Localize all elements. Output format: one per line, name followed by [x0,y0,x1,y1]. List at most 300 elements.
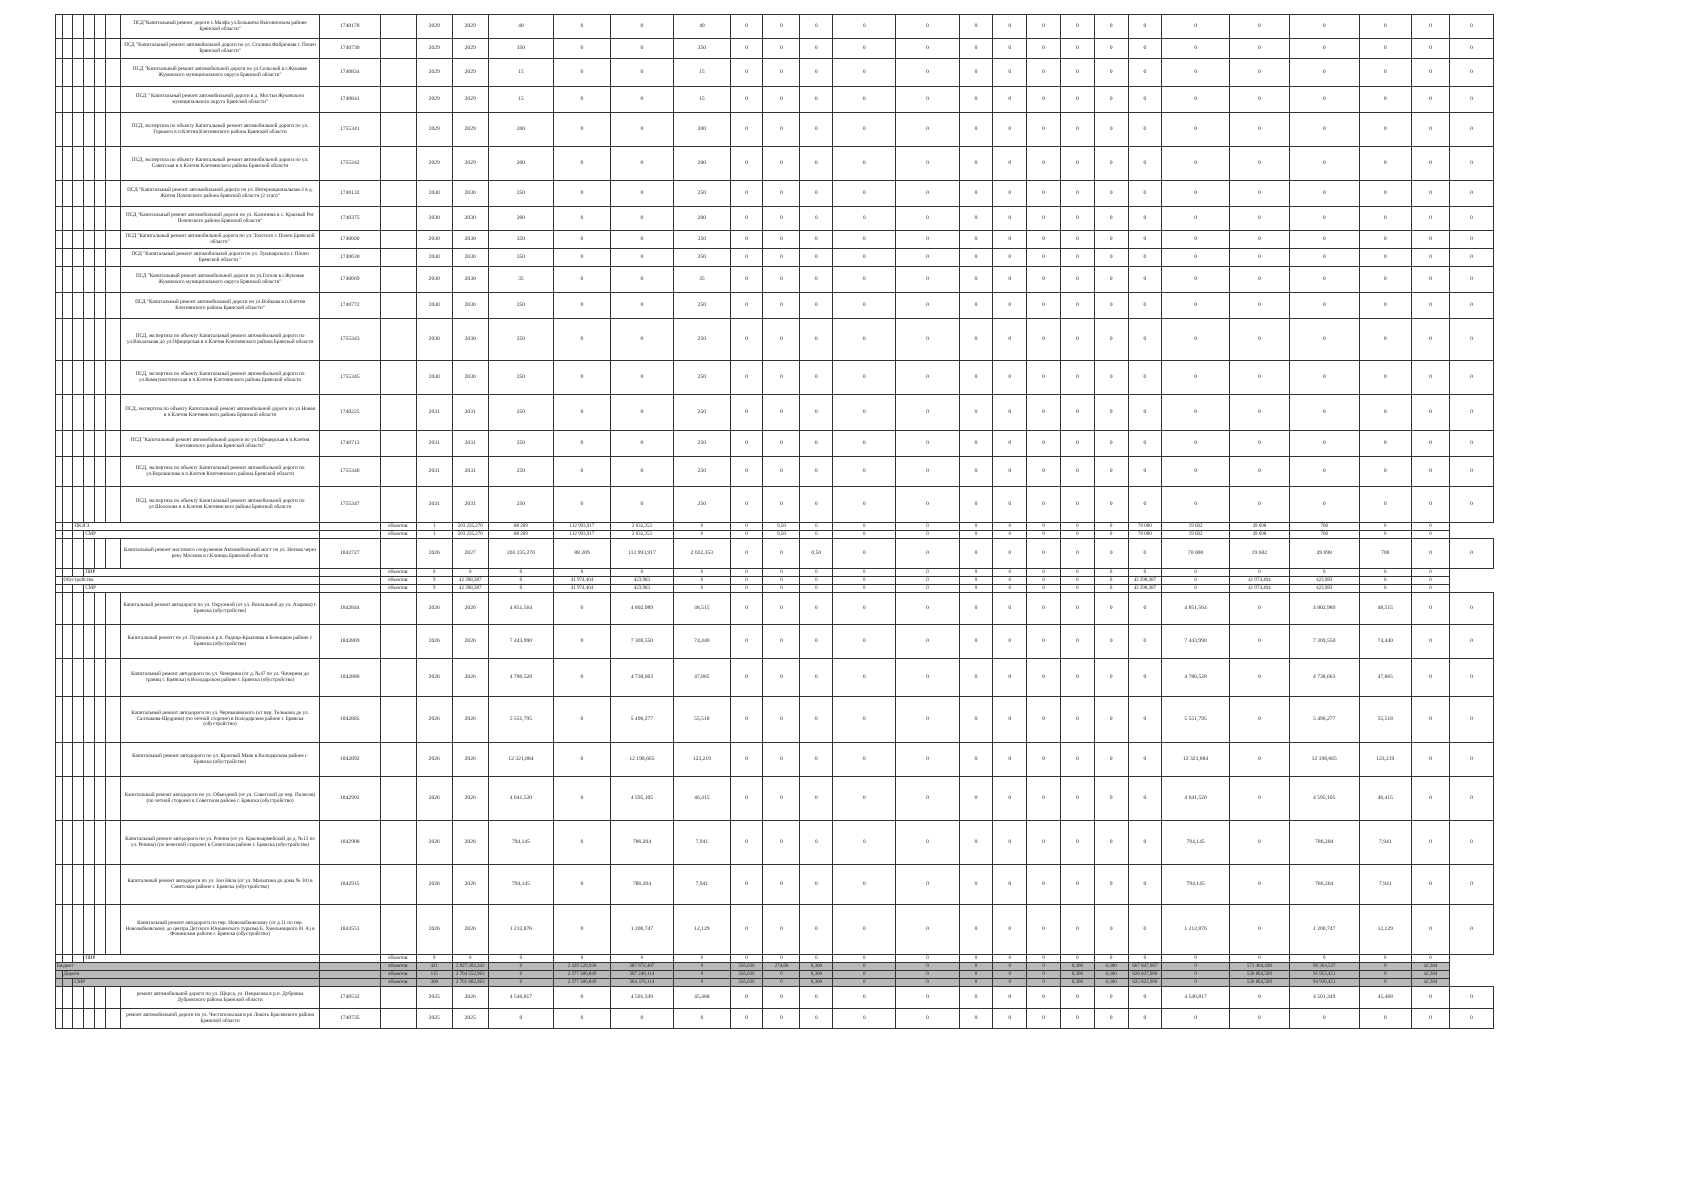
value-cell: 0 [1411,585,1449,593]
value-cell: 0 [896,963,959,971]
total-cell: 350 [488,231,553,249]
value-cell: 0 [1289,487,1359,523]
object-code-cell: 1842885 [319,697,380,743]
value-cell: 0 [1094,431,1128,457]
level-cell [73,267,84,293]
regional-cell: 4 595,105 [610,777,673,821]
value-cell: 0 [959,659,993,697]
level-cell [95,15,106,39]
total-cell: 7 443,990 [488,625,553,659]
value-cell: 786,204 [1289,865,1359,905]
objects-label-cell: объектов: [380,585,416,593]
value-cell: 0 [896,659,959,697]
object-code-cell: 1740132 [319,181,380,207]
value-cell: 0 [763,743,800,777]
regional-cell: 0 [610,39,673,59]
local-cell: 250 [674,181,731,207]
value-cell: 0 [674,531,731,539]
value-cell: 0 [1411,625,1449,659]
value-cell: 4 595,105 [1289,777,1359,821]
value-cell: 0 [1027,585,1061,593]
value-cell: 0 [1411,577,1449,585]
object-name-cell: Капитальный ремонт автодороги по ул. Зои Няла (от ул. Малыгина до дома № 30) в Советском районе г. Брянска (обустройство) [121,865,319,905]
object-name-cell: ПСД, экспертиза по объекту Капитальный ремонт автомобильной дороги по ул.Новая в п.Клетня Клетнянского района Брянской области [121,395,319,431]
value-cell: 0 [1229,743,1289,777]
value-cell: 0 [1450,457,1494,487]
value-cell: 0 [1289,113,1359,147]
value-cell: 0 [1027,207,1061,231]
value-cell: 0 [833,585,896,593]
value-cell: 700 [1289,531,1359,539]
value-cell: 0 [763,593,800,625]
level-cell [84,319,95,361]
value-cell: 0 [959,487,993,523]
value-cell: 0 [1450,59,1494,87]
value-cell: 0 [1450,15,1494,39]
start-year-cell: 2031 [416,431,452,457]
level-cell [106,249,121,267]
table-row [56,59,1494,87]
total-cell: 350 [488,39,553,59]
total-cell: 203 235,270 [452,531,488,539]
level-cell [95,1009,106,1029]
value-cell: 0 [959,361,993,395]
value-cell: 0 [730,1009,763,1029]
table-row [56,487,1494,523]
value-cell: 0 [896,523,959,531]
value-cell: 0 [730,987,763,1009]
start-year-cell: 2029 [416,15,452,39]
object-name-cell: Капитальный ремонт автодороги по ул. Окружной (от ул. Вокзальной до ул. Азарова) г. Брянска (обустройство) [121,593,319,625]
value-cell: 0 [1060,147,1094,181]
level-cell [62,457,73,487]
value-cell: 0 [1027,697,1061,743]
value-cell: 0 [993,777,1027,821]
value-cell: 0 [1027,971,1061,979]
value-cell: 7 369,550 [1289,625,1359,659]
object-code-cell: 1740772 [319,293,380,319]
total-cell: 1 212,876 [488,905,553,955]
level-cell [62,39,73,59]
value-cell: 0 [1094,361,1128,395]
start-year-cell: 2029 [416,147,452,181]
value-cell: 0 [1450,249,1494,267]
regional-cell: 0 [610,181,673,207]
value-cell: 0 [1128,777,1162,821]
object-name-cell: ПСД"Капитальный ремонт дороги с.Малфа ул.Большеча Выгоничском районе Брянской области" [121,15,319,39]
objects-label-cell: объектов: [380,531,416,539]
value-cell: 0 [1027,821,1061,865]
value-cell: 0 [800,743,833,777]
value-cell: 0 [1450,147,1494,181]
value-cell: 530 884,509 [1229,971,1289,979]
value-cell: 0 [833,821,896,865]
value-cell: 0 [1027,539,1061,569]
value-cell: 0 [1128,431,1162,457]
value-cell: 0 [959,865,993,905]
end-year-cell: 2027 [452,539,488,569]
value-cell: 70 000 [1162,539,1230,569]
value-cell: 0 [1128,231,1162,249]
value-cell: 0 [1162,267,1230,293]
empty-cell [380,231,416,249]
federal-cell: 0 [554,659,611,697]
end-year-cell: 2029 [452,113,488,147]
value-cell: 0 [959,457,993,487]
level-cell [73,15,84,39]
end-year-cell: 2031 [452,395,488,431]
level-cell [73,231,84,249]
value-cell: 0 [1229,147,1289,181]
value-cell: 0 [833,87,896,113]
level-cell [95,207,106,231]
value-cell: 0 [763,319,800,361]
value-cell: 0 [1411,905,1449,955]
level-cell [84,865,95,905]
value-cell: 0 [1359,531,1411,539]
value-cell: 0 [1289,15,1359,39]
value-cell: 0 [763,293,800,319]
objects-label-cell: объектов: [380,523,416,531]
value-cell: 0 [1027,593,1061,625]
start-year-cell: 2030 [416,249,452,267]
value-cell: 0 [1094,249,1128,267]
object-name-cell: ПСД, экспертиза по объекту Капитальный ремонт автомобильной дороги по ул.Коммунистическая в п.Клетня Клетнянского района Брянской области [121,361,319,395]
value-cell: 0 [1289,59,1359,87]
regional-cell: 4 738,663 [610,659,673,697]
value-cell: 0 [833,987,896,1009]
value-cell: 0 [896,431,959,457]
value-cell: 0 [959,1009,993,1029]
value-cell: 0 [1027,905,1061,955]
level-cell [106,593,121,625]
start-year-cell: 2026 [416,697,452,743]
value-cell: 0 [1094,585,1128,593]
value-cell: 0,300 [1094,979,1128,987]
regional-cell: 5 496,277 [610,697,673,743]
regional-cell: 12 198,665 [610,743,673,777]
object-name-cell: Капитальный ремонт автодороги по ул. Репина (от ул. Красноармейской до д. №13 по ул. Репина) (по нечетной стороне) в Советском районе г. Брянска (обустройство) [121,821,319,865]
end-year-cell: 2030 [452,249,488,267]
value-cell: 0 [1450,777,1494,821]
value-cell: 0 [1162,979,1230,987]
value-cell: 0 [763,865,800,905]
object-code-cell: 1740730 [319,39,380,59]
level-cell [95,39,106,59]
start-year-cell: 2025 [416,1009,452,1029]
value-cell: 0 [1128,181,1162,207]
empty-cell [380,267,416,293]
level-cell [62,487,73,523]
empty-cell [319,963,380,971]
group-label-cell: СМР [84,585,319,593]
value-cell: 0 [1411,821,1449,865]
level-cell [106,39,121,59]
end-year-cell: 2030 [452,231,488,249]
value-cell: 0 [800,593,833,625]
value-cell: 0 [1128,821,1162,865]
value-cell: 0 [959,777,993,821]
value-cell: 0 [1027,1009,1061,1029]
regional-cell: 0 [610,87,673,113]
value-cell: 0 [1128,905,1162,955]
value-cell: 0 [1411,293,1449,319]
value-cell: 0 [1359,319,1411,361]
total-cell: 2 827 202,343 [452,963,488,971]
value-cell: 0 [730,659,763,697]
value-cell: 0 [1411,539,1449,569]
value-cell: 0 [674,569,731,577]
value-cell: 0 [833,979,896,987]
end-year-cell: 2031 [452,487,488,523]
value-cell: 0 [1162,457,1230,487]
value-cell: 12 198,665 [1289,743,1359,777]
value-cell: 0 [896,249,959,267]
value-cell: 0 [1094,147,1128,181]
empty-cell [380,593,416,625]
value-cell: 0 [1027,577,1061,585]
value-cell: 0 [1128,1009,1162,1029]
value-cell: 0 [1060,267,1094,293]
level-cell [62,113,73,147]
value-cell: 0 [959,523,993,531]
value-cell: 0 [993,457,1027,487]
value-cell: 0 [1229,777,1289,821]
value-cell: 0 [833,625,896,659]
value-cell: 0 [959,697,993,743]
value-cell: 0 [1229,955,1289,963]
table-row [56,659,1494,697]
level-cell [62,1009,73,1029]
level-cell [106,431,121,457]
value-cell: 0 [730,113,763,147]
spreadsheet-page [55,14,1494,1029]
value-cell: 0 [1229,987,1289,1009]
level-cell [73,361,84,395]
value-cell: 0 [730,319,763,361]
start-year-cell: 2030 [416,207,452,231]
object-code-cell: 1755342 [319,147,380,181]
table-row [56,987,1494,1009]
federal-cell: 0 [554,207,611,231]
value-cell: 0 [730,905,763,955]
end-year-cell: 2030 [452,361,488,395]
value-cell: 0 [730,267,763,293]
level-cell [84,625,95,659]
table-row [56,249,1494,267]
level-cell [62,361,73,395]
end-year-cell: 2029 [452,87,488,113]
total-cell: 200 [488,207,553,231]
total-cell: 350 [488,249,553,267]
value-cell: 0 [1229,457,1289,487]
value-cell: 0 [730,15,763,39]
value-cell: 0 [833,181,896,207]
end-year-cell: 2026 [452,697,488,743]
value-cell: 42,364 [1411,963,1449,971]
regional-cell: 0 [610,207,673,231]
value-cell: 0 [1229,905,1289,955]
value-cell: 0 [730,523,763,531]
level-cell [84,361,95,395]
value-cell: 0 [763,207,800,231]
value-cell: 0 [1027,531,1061,539]
value-cell: 0 [1411,593,1449,625]
value-cell: 0 [993,955,1027,963]
value-cell: 0 [833,147,896,181]
value-cell: 0 [1162,569,1230,577]
local-cell: 250 [674,395,731,431]
total-cell: 4 546,817 [488,987,553,1009]
value-cell: 0 [896,625,959,659]
value-cell: 0 [833,293,896,319]
object-name-cell: ПСД, экспертиза по объекту Капитальный ремонт автомобильной дороги по ул.Вокзальная до ул.Офицерская в п.Клетня Клетнянского района Брянской области [121,319,319,361]
level-cell [95,319,106,361]
value-cell: 19 602 [1162,523,1230,531]
value-cell: 0 [800,577,833,585]
value-cell: 0 [896,971,959,979]
value-cell: 0 [959,585,993,593]
federal-cell: 0 [554,319,611,361]
value-cell: 0 [1128,147,1162,181]
objects-label-cell: объектов: [380,955,416,963]
summary-row [56,531,1494,539]
value-cell: 0 [896,569,959,577]
object-name-cell: Капитальный ремонт автодороги по ул. Объездной (от ул. Советской до пер. Полесов) (по четной стороне) в Советском районе г. Брянска (обустройство) [121,777,319,821]
value-cell: 0 [1289,569,1359,577]
value-cell: 0 [1027,955,1061,963]
value-cell: 0 [1411,267,1449,293]
level-cell [73,865,84,905]
total-cell: 15 [488,87,553,113]
value-cell: 0 [1229,231,1289,249]
federal-cell: 0 [554,905,611,955]
object-code-cell: 1842908 [319,821,380,865]
value-cell: 256,636 [730,979,763,987]
empty-cell [319,531,380,539]
value-cell: 0,300 [1060,963,1094,971]
regional-cell: 0 [610,395,673,431]
value-cell: 0 [833,531,896,539]
objects-count-cell: 9 [416,577,452,585]
total-cell: 15 [488,59,553,87]
empty-cell [380,697,416,743]
value-cell: 0 [993,207,1027,231]
end-year-cell: 2026 [452,659,488,697]
level-cell [62,905,73,955]
value-cell: 0 [833,1009,896,1029]
table-row [56,361,1494,395]
level-cell [106,113,121,147]
end-year-cell: 2030 [452,267,488,293]
level-cell [106,539,121,569]
value-cell: 0 [1359,15,1411,39]
federal-cell: 0 [554,59,611,87]
value-cell: 0 [730,865,763,905]
level-cell [95,539,106,569]
object-name-cell: Капитальный ремонт автодороги по пер. Новозыбковскому (от д.11 по пер. Новозыбковскому до центра Детского Юношеского туризма Б. Хмельницкого 81 А) в Фокинском районе г. Брянска (обустройство) [121,905,319,955]
end-year-cell: 2031 [452,457,488,487]
level-cell [73,625,84,659]
summary-row [56,569,1494,577]
table-row [56,395,1494,431]
object-name-cell: ПСД, экспертиза по объекту Капитальный ремонт автомобильной дороги по ул.Ворошилова в п.Клетня Клетнянского района Брянской области [121,457,319,487]
value-cell: 0 [1094,659,1128,697]
value-cell: 0 [763,113,800,147]
value-cell: 0 [993,523,1027,531]
local-cell: 48,515 [674,593,731,625]
level-cell [73,207,84,231]
level-cell [73,59,84,87]
object-code-cell: 1842880 [319,659,380,697]
object-code-cell: 1842727 [319,539,380,569]
regional-cell: 112 993,917 [554,531,611,539]
value-cell: 0 [993,293,1027,319]
value-cell: 0 [1229,487,1289,523]
summary-row [56,963,1494,971]
level-cell [73,987,84,1009]
value-cell: 0 [1411,457,1449,487]
value-cell: 0 [800,487,833,523]
local-cell: 350 [674,249,731,267]
local-cell: 55,518 [674,697,731,743]
group-label-cell: Бюджет [56,963,320,971]
level-cell [62,207,73,231]
value-cell: 0 [959,147,993,181]
start-year-cell: 2030 [416,267,452,293]
object-code-cell: 1842844 [319,593,380,625]
value-cell: 0 [833,905,896,955]
value-cell: 42 398,387 [1128,585,1162,593]
value-cell: 46,415 [1359,777,1411,821]
value-cell: 0 [1411,361,1449,395]
value-cell: 0 [993,585,1027,593]
total-cell: 794,145 [488,821,553,865]
value-cell: 256,636 [730,963,763,971]
value-cell: 0 [1359,267,1411,293]
value-cell: 47,865 [1359,659,1411,697]
level-cell [84,39,95,59]
value-cell: 0 [674,971,731,979]
value-cell: 0 [1359,457,1411,487]
value-cell: 0 [1229,59,1289,87]
value-cell: 0 [1060,865,1094,905]
level-cell [95,625,106,659]
level-cell [73,431,84,457]
empty-cell [380,625,416,659]
start-year-cell: 2026 [416,821,452,865]
value-cell: 0 [763,181,800,207]
end-year-cell: 2029 [452,15,488,39]
object-code-cell: 1740375 [319,207,380,231]
table-row [56,821,1494,865]
value-cell: 0 [1289,231,1359,249]
value-cell: 49 698 [1229,523,1289,531]
value-cell: 0 [1411,87,1449,113]
value-cell: 0 [1094,905,1128,955]
value-cell: 0 [730,777,763,821]
level-cell [84,821,95,865]
value-cell: 42,364 [1411,979,1449,987]
level-cell [106,697,121,743]
level-cell [106,987,121,1009]
value-cell: 0 [1229,267,1289,293]
local-cell: 123,219 [674,743,731,777]
value-cell: 0 [730,821,763,865]
value-cell: 0 [1289,955,1359,963]
value-cell: 0 [1060,577,1094,585]
value-cell: 0 [800,207,833,231]
